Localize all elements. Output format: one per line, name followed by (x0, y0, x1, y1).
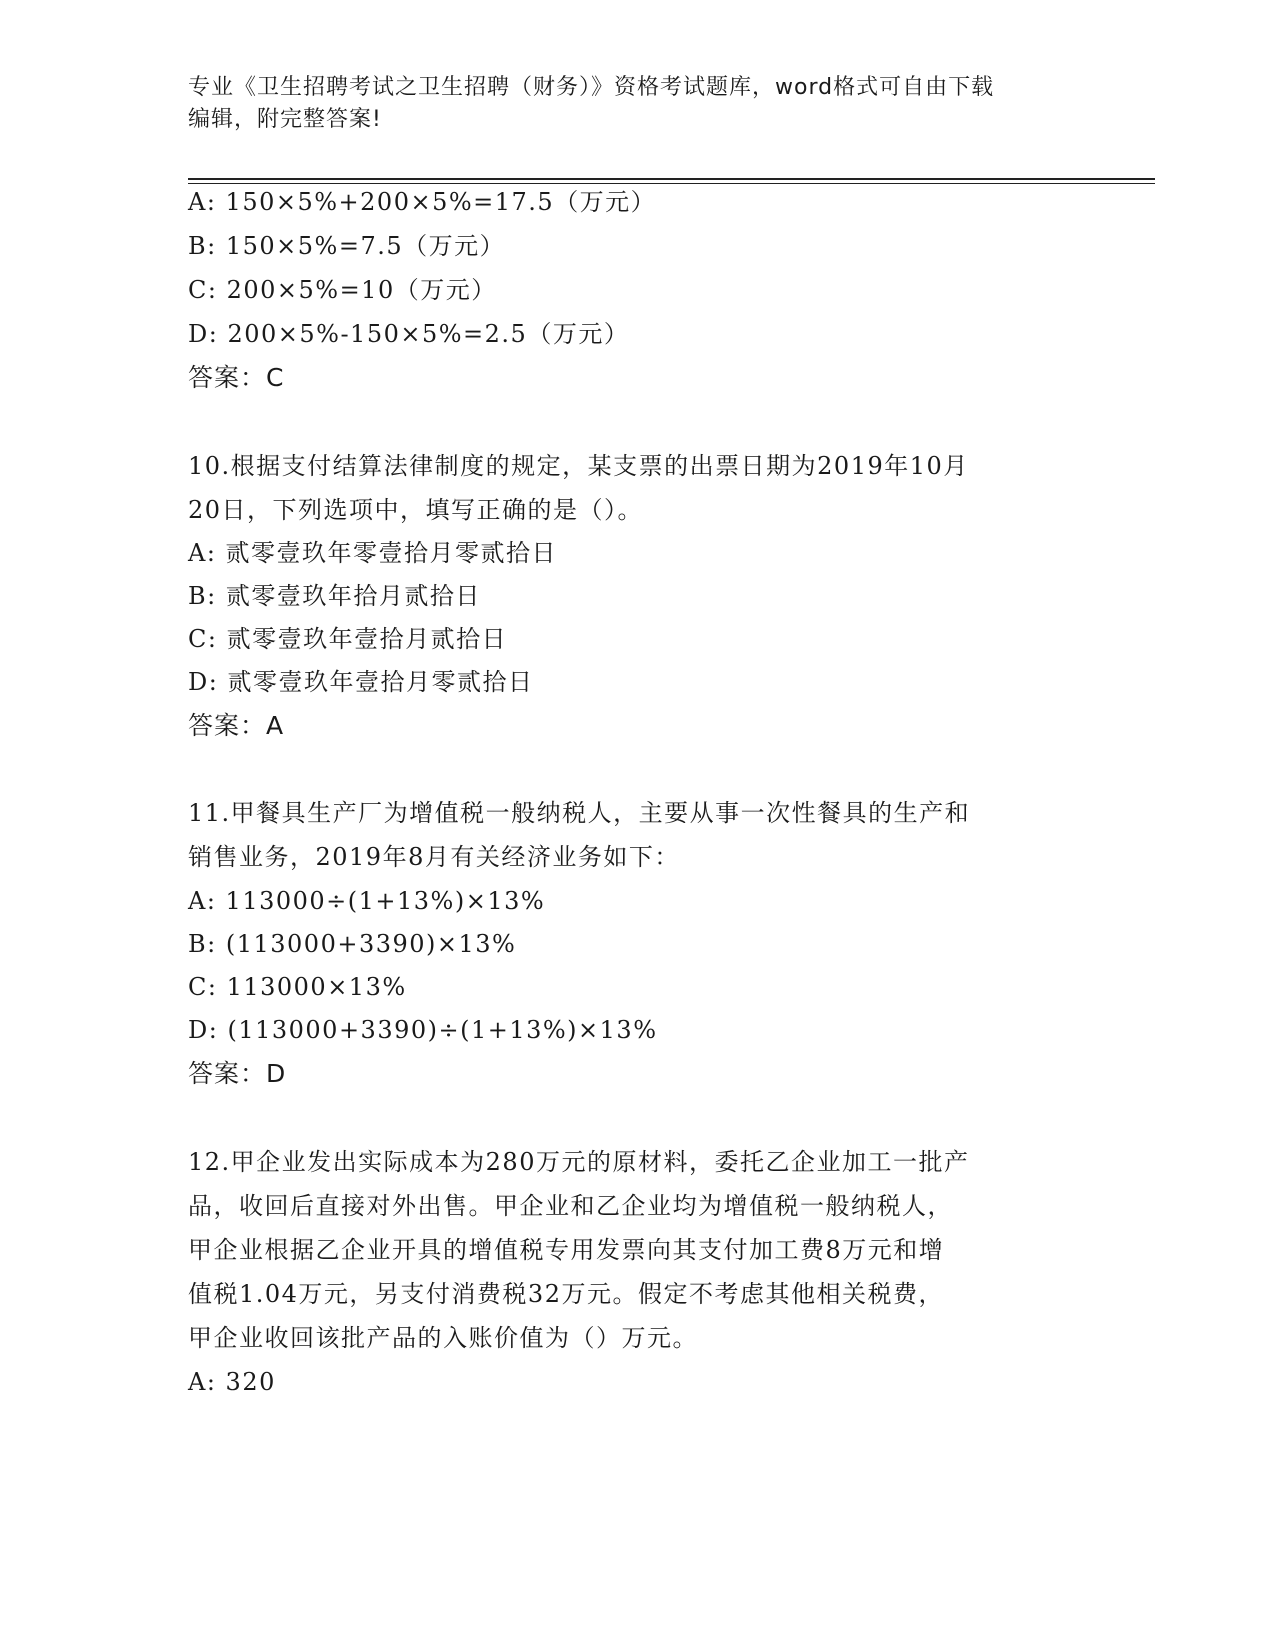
document-header (188, 72, 1088, 136)
header-divider (188, 178, 1155, 184)
q9-option-b: B: 150×5%=7.5（万元） (188, 232, 506, 260)
q12-stem-line-4: 值税1.04万元，另支付消费税32万元。假定不考虑其他相关税费， (188, 1280, 944, 1308)
q10-answer: 答案：A (188, 711, 285, 740)
q12-stem-line-2: 品，收回后直接对外出售。甲企业和乙企业均为增值税一般纳税人， (188, 1192, 953, 1220)
q12-stem-line-1: 12.甲企业发出实际成本为280万元的原材料，委托乙企业加工一批产 (188, 1148, 970, 1176)
header-line-2: 编辑，附完整答案! (188, 107, 382, 132)
q11-option-c: C: 113000×13% (188, 973, 407, 1001)
q11-stem-line-2: 销售业务，2019年8月有关经济业务如下： (188, 843, 680, 871)
q11-option-a: A: 113000÷(1+13%)×13% (188, 887, 546, 915)
q10-option-d: D: 贰零壹玖年壹拾月零贰拾日 (188, 668, 534, 696)
q11-option-b: B: (113000+3390)×13% (188, 930, 517, 958)
q12-stem-line-5: 甲企业收回该批产品的入账价值为（）万元。 (188, 1324, 698, 1352)
header-line-1: 专业《卫生招聘考试之卫生招聘（财务）》资格考试题库，word格式可自由下载 (188, 75, 995, 100)
q11-answer: 答案：D (188, 1059, 287, 1088)
q11-stem-line-1: 11.甲餐具生产厂为增值税一般纳税人，主要从事一次性餐具的生产和 (188, 799, 971, 827)
q9-option-d: D: 200×5%-150×5%=2.5（万元） (188, 320, 630, 348)
q12-stem-line-3: 甲企业根据乙企业开具的增值税专用发票向其支付加工费8万元和增 (188, 1236, 945, 1264)
q12-option-a: A: 320 (188, 1368, 276, 1396)
q10-stem-line-1: 10.根据支付结算法律制度的规定，某支票的出票日期为2019年10月 (188, 452, 969, 480)
q10-option-a: A: 贰零壹玖年零壹拾月零贰拾日 (188, 539, 558, 567)
q9-option-a: A: 150×5%+200×5%=17.5（万元） (188, 188, 657, 216)
q10-stem-line-2: 20日，下列选项中，填写正确的是（）。 (188, 496, 644, 524)
q9-answer: 答案：C (188, 363, 285, 392)
q11-option-d: D: (113000+3390)÷(1+13%)×13% (188, 1016, 658, 1044)
q10-option-b: B: 贰零壹玖年拾月贰拾日 (188, 582, 481, 610)
q9-option-c: C: 200×5%=10（万元） (188, 276, 497, 304)
q10-option-c: C: 贰零壹玖年壹拾月贰拾日 (188, 625, 508, 653)
